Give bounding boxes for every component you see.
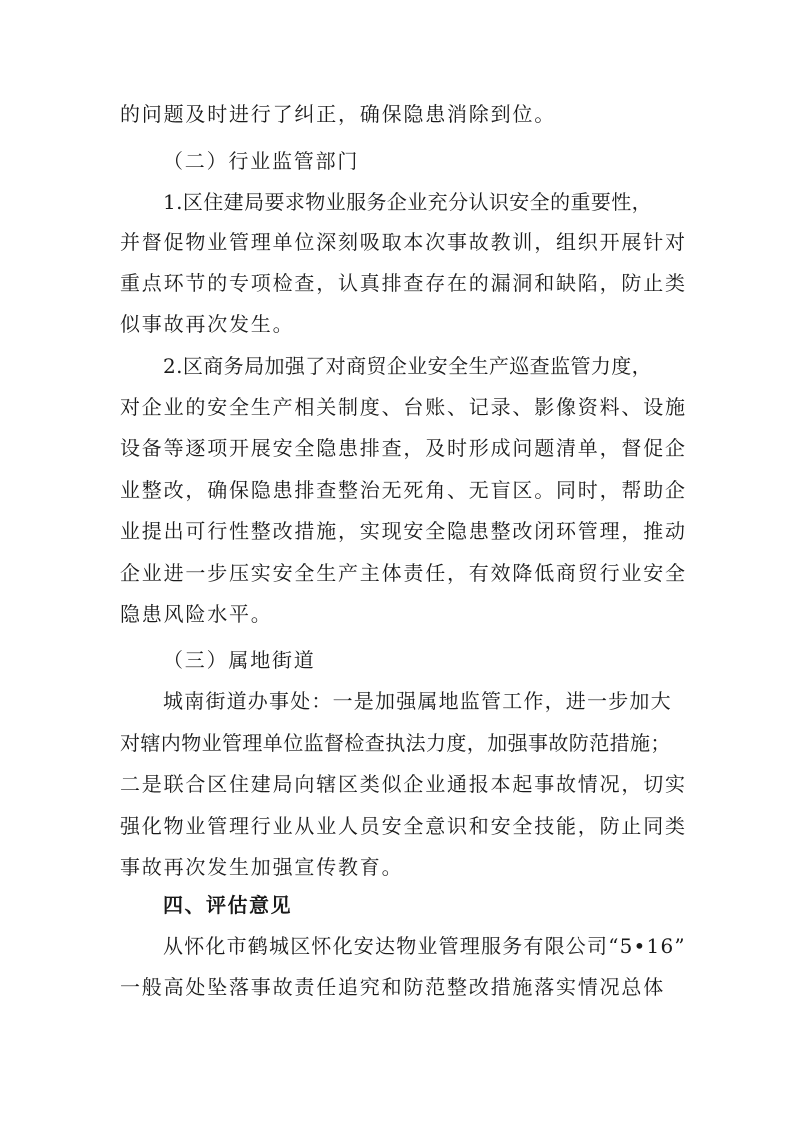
paragraph-line: 似事故再次发生。: [120, 312, 295, 336]
paragraph-line: 二是联合区住建局向辖区类似企业通报本起事故情况，切实: [120, 772, 687, 796]
paragraph-line: 强化物业管理行业从业人员安全意识和安全技能，防止同类: [120, 814, 687, 838]
paragraph-line: 对企业的安全生产相关制度、台账、记录、影像资料、设施: [120, 395, 687, 419]
paragraph-line: 1.区住建局要求物业服务企业充分认识安全的重要性，: [163, 190, 653, 214]
section-heading-industry-supervision: （二）行业监管部门: [163, 149, 360, 173]
paragraph-line: 对辖内物业管理单位监督检查执法力度，加强事故防范措施；: [120, 731, 671, 755]
paragraph-line: 企业进一步压实安全生产主体责任，有效降低商贸行业安全: [120, 561, 687, 585]
paragraph-line: 并督促物业管理单位深刻吸取本次事故教训，组织开展针对: [120, 230, 687, 254]
paragraph-line: 城南街道办事处：一是加强属地监管工作，进一步加大: [163, 689, 672, 713]
paragraph-line: 事故再次发生加强宣传教育。: [120, 855, 404, 879]
paragraph-line: 隐患风险水平。: [120, 602, 273, 626]
paragraph-line: 业提出可行性整改措施，实现安全隐患整改闭环管理，推动: [120, 519, 687, 543]
paragraph-line: 业整改，确保隐患排查整治无死角、无盲区。同时，帮助企: [120, 478, 687, 502]
paragraph-line: 的问题及时进行了纠正，确保隐患消除到位。: [120, 102, 556, 126]
paragraph-line: 从怀化市鹤城区怀化安达物业管理服务有限公司“5•16”: [163, 934, 686, 958]
paragraph-line: 2.区商务局加强了对商贸企业安全生产巡查监管力度，: [163, 354, 653, 378]
paragraph-line: 设备等逐项开展安全隐患排查，及时形成问题清单，督促企: [120, 436, 687, 460]
paragraph-line: 重点环节的专项检查，认真排查存在的漏洞和缺陷，防止类: [120, 271, 687, 295]
section-heading-assessment: 四、评估意见: [163, 893, 292, 917]
paragraph-line: 一般高处坠落事故责任追究和防范整改措施落实情况总体: [120, 975, 665, 999]
section-heading-local-subdistrict: （三）属地街道: [163, 648, 316, 672]
